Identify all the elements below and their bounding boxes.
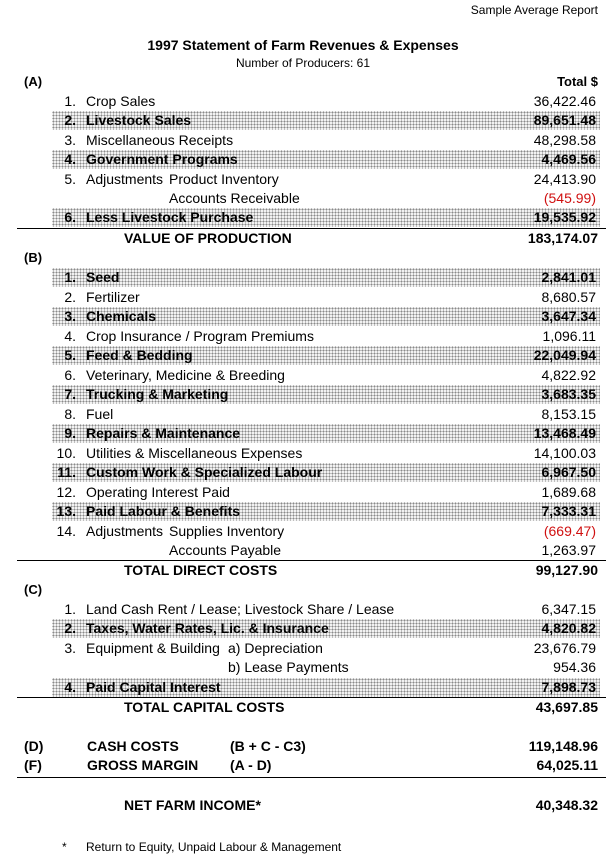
item-value: (545.99) (543, 190, 596, 206)
item-number: 2. (64, 289, 76, 305)
total-column-header: Total $ (557, 74, 598, 89)
total-label: TOTAL DIRECT COSTS (124, 562, 278, 578)
line-item (52, 502, 600, 521)
item-sublabel: b) Lease Payments (228, 659, 349, 675)
item-value: 7,898.73 (541, 679, 596, 695)
item-number: 14. (56, 523, 76, 539)
item-value: 24,413.90 (533, 171, 596, 187)
item-value: 3,683.35 (541, 386, 596, 402)
net-income-value: 40,348.32 (535, 797, 598, 813)
summary-value: 64,025.11 (536, 757, 598, 773)
item-value: 7,333.31 (541, 503, 596, 519)
item-number: 8. (64, 406, 76, 422)
total-label: VALUE OF PRODUCTION (124, 230, 292, 246)
line-item (52, 131, 600, 150)
item-value: 8,153.15 (541, 406, 596, 422)
footnote-text: Return to Equity, Unpaid Labour & Management (86, 840, 342, 854)
total-label: TOTAL CAPITAL COSTS (124, 699, 285, 715)
item-number: 4. (64, 328, 76, 344)
line-item (52, 463, 600, 482)
item-label: Seed (86, 269, 120, 285)
line-item (52, 150, 600, 169)
item-value: 89,651.48 (533, 112, 596, 128)
item-label: Utilities & Miscellaneous Expenses (86, 445, 303, 461)
item-sublabel: Supplies Inventory (169, 523, 285, 539)
item-number: 7. (64, 386, 76, 402)
total-value: 183,174.07 (527, 230, 598, 246)
item-sublabel: Accounts Receivable (169, 190, 300, 206)
item-label: Land Cash Rent / Lease; Livestock Share / Lease (86, 601, 395, 617)
item-sublabel: Accounts Payable (169, 542, 282, 558)
item-label: Government Programs (86, 151, 238, 167)
line-item (52, 600, 600, 619)
summary-code: (F) (24, 757, 42, 773)
item-number: 1. (64, 93, 76, 109)
line-item (52, 366, 600, 385)
item-number: 6. (64, 209, 76, 225)
item-number: 4. (64, 151, 76, 167)
line-item (52, 639, 600, 658)
line-item (52, 346, 600, 365)
item-value: 3,647.34 (541, 308, 596, 324)
page-subtitle: Number of Producers: 61 (235, 56, 371, 70)
item-label: Veterinary, Medicine & Breeding (86, 367, 285, 383)
line-item (52, 288, 600, 307)
item-value: 22,049.94 (533, 347, 596, 363)
item-label: Fuel (86, 406, 114, 422)
item-value: 14,100.03 (533, 445, 596, 461)
item-number: 3. (64, 640, 76, 656)
item-label: Repairs & Maintenance (86, 425, 241, 441)
net-income-label: NET FARM INCOME* (124, 797, 261, 813)
summary-formula: (A - D) (230, 757, 272, 773)
item-value: 954.36 (553, 659, 596, 675)
item-value: 6,347.15 (541, 601, 596, 617)
item-label: Taxes, Water Rates, Lic. & Insurance (86, 620, 329, 636)
item-label: Trucking & Marketing (86, 386, 229, 402)
item-number: 9. (64, 425, 76, 441)
line-item (52, 522, 600, 541)
line-item (52, 385, 600, 404)
item-value: 48,298.58 (533, 132, 596, 148)
line-item (52, 307, 600, 326)
line-item (52, 268, 600, 287)
item-number: 13. (56, 503, 76, 519)
report-label: Sample Average Report (470, 3, 598, 17)
summary-label: CASH COSTS (87, 738, 179, 754)
line-item (52, 111, 600, 130)
divider (17, 777, 606, 778)
total-value: 99,127.90 (535, 562, 598, 578)
item-label: Adjustments (86, 171, 164, 187)
cash-costs-row (0, 737, 606, 757)
summary-formula: (B + C - C3) (230, 738, 306, 754)
item-value: 8,680.57 (541, 289, 596, 305)
item-number: 3. (64, 308, 76, 324)
item-number: 5. (64, 171, 76, 187)
item-label: Equipment & Building (86, 640, 220, 656)
total-capital-costs-row (0, 698, 606, 718)
item-number: 4. (64, 679, 76, 695)
item-number: 11. (57, 464, 76, 480)
item-number: 3. (64, 132, 76, 148)
item-value: 2,841.01 (541, 269, 596, 285)
item-number: 10. (56, 445, 76, 461)
item-value: 6,967.50 (541, 464, 596, 480)
item-sublabel: Product Inventory (169, 171, 279, 187)
item-label: Crop Sales (86, 93, 156, 109)
line-item (52, 678, 600, 697)
item-label: Custom Work & Specialized Labour (86, 464, 323, 480)
item-sublabel: a) Depreciation (228, 640, 323, 656)
total-direct-costs-row (0, 561, 606, 581)
item-number: 12. (56, 484, 76, 500)
item-value: 23,676.79 (533, 640, 596, 656)
item-value: 1,689.68 (541, 484, 596, 500)
line-item (52, 483, 600, 502)
section-a-label: (A) (24, 74, 43, 89)
item-label: Chemicals (86, 308, 157, 324)
item-value: 13,468.49 (533, 425, 596, 441)
footnote-mark: * (62, 840, 67, 854)
section-b-label: (B) (24, 250, 43, 265)
line-item (52, 444, 600, 463)
gross-margin-row (0, 756, 606, 776)
item-label: Operating Interest Paid (86, 484, 230, 500)
item-label: Paid Labour & Benefits (86, 503, 241, 519)
total-value: 43,697.85 (535, 699, 598, 715)
item-label: Feed & Bedding (86, 347, 193, 363)
item-label: Adjustments (86, 523, 164, 539)
item-label: Paid Capital Interest (86, 679, 221, 695)
item-number: 2. (64, 112, 76, 128)
item-value: (669.47) (543, 523, 596, 539)
item-value: 4,822.92 (541, 367, 596, 383)
item-label: Livestock Sales (86, 112, 192, 128)
item-value: 4,469.56 (541, 151, 596, 167)
line-item (52, 189, 600, 208)
item-value: 36,422.46 (533, 93, 596, 109)
item-number: 2. (64, 620, 76, 636)
line-item (52, 327, 600, 346)
item-label: Fertilizer (86, 289, 140, 305)
line-item (52, 170, 600, 189)
summary-code: (D) (24, 738, 44, 754)
line-item (52, 208, 600, 227)
summary-label: GROSS MARGIN (87, 757, 199, 773)
line-item (52, 405, 600, 424)
summary-value: 119,148.96 (528, 738, 598, 754)
item-value: 1,096.11 (542, 328, 596, 344)
item-value: 19,535.92 (533, 209, 596, 225)
item-label: Less Livestock Purchase (86, 209, 254, 225)
net-farm-income-row (0, 796, 606, 816)
line-item (52, 658, 600, 677)
line-item (52, 541, 600, 560)
line-item (52, 619, 600, 638)
value-of-production-row (0, 229, 606, 249)
line-item (52, 92, 600, 111)
item-number: 1. (64, 269, 76, 285)
page-title: 1997 Statement of Farm Revenues & Expenses (147, 37, 459, 53)
section-c-label: (C) (24, 582, 43, 597)
item-number: 1. (64, 601, 76, 617)
line-item (52, 424, 600, 443)
item-value: 1,263.97 (541, 542, 596, 558)
item-value: 4,820.82 (541, 620, 596, 636)
item-number: 5. (64, 347, 76, 363)
item-number: 6. (64, 367, 76, 383)
item-label: Crop Insurance / Program Premiums (86, 328, 314, 344)
item-label: Miscellaneous Receipts (86, 132, 234, 148)
